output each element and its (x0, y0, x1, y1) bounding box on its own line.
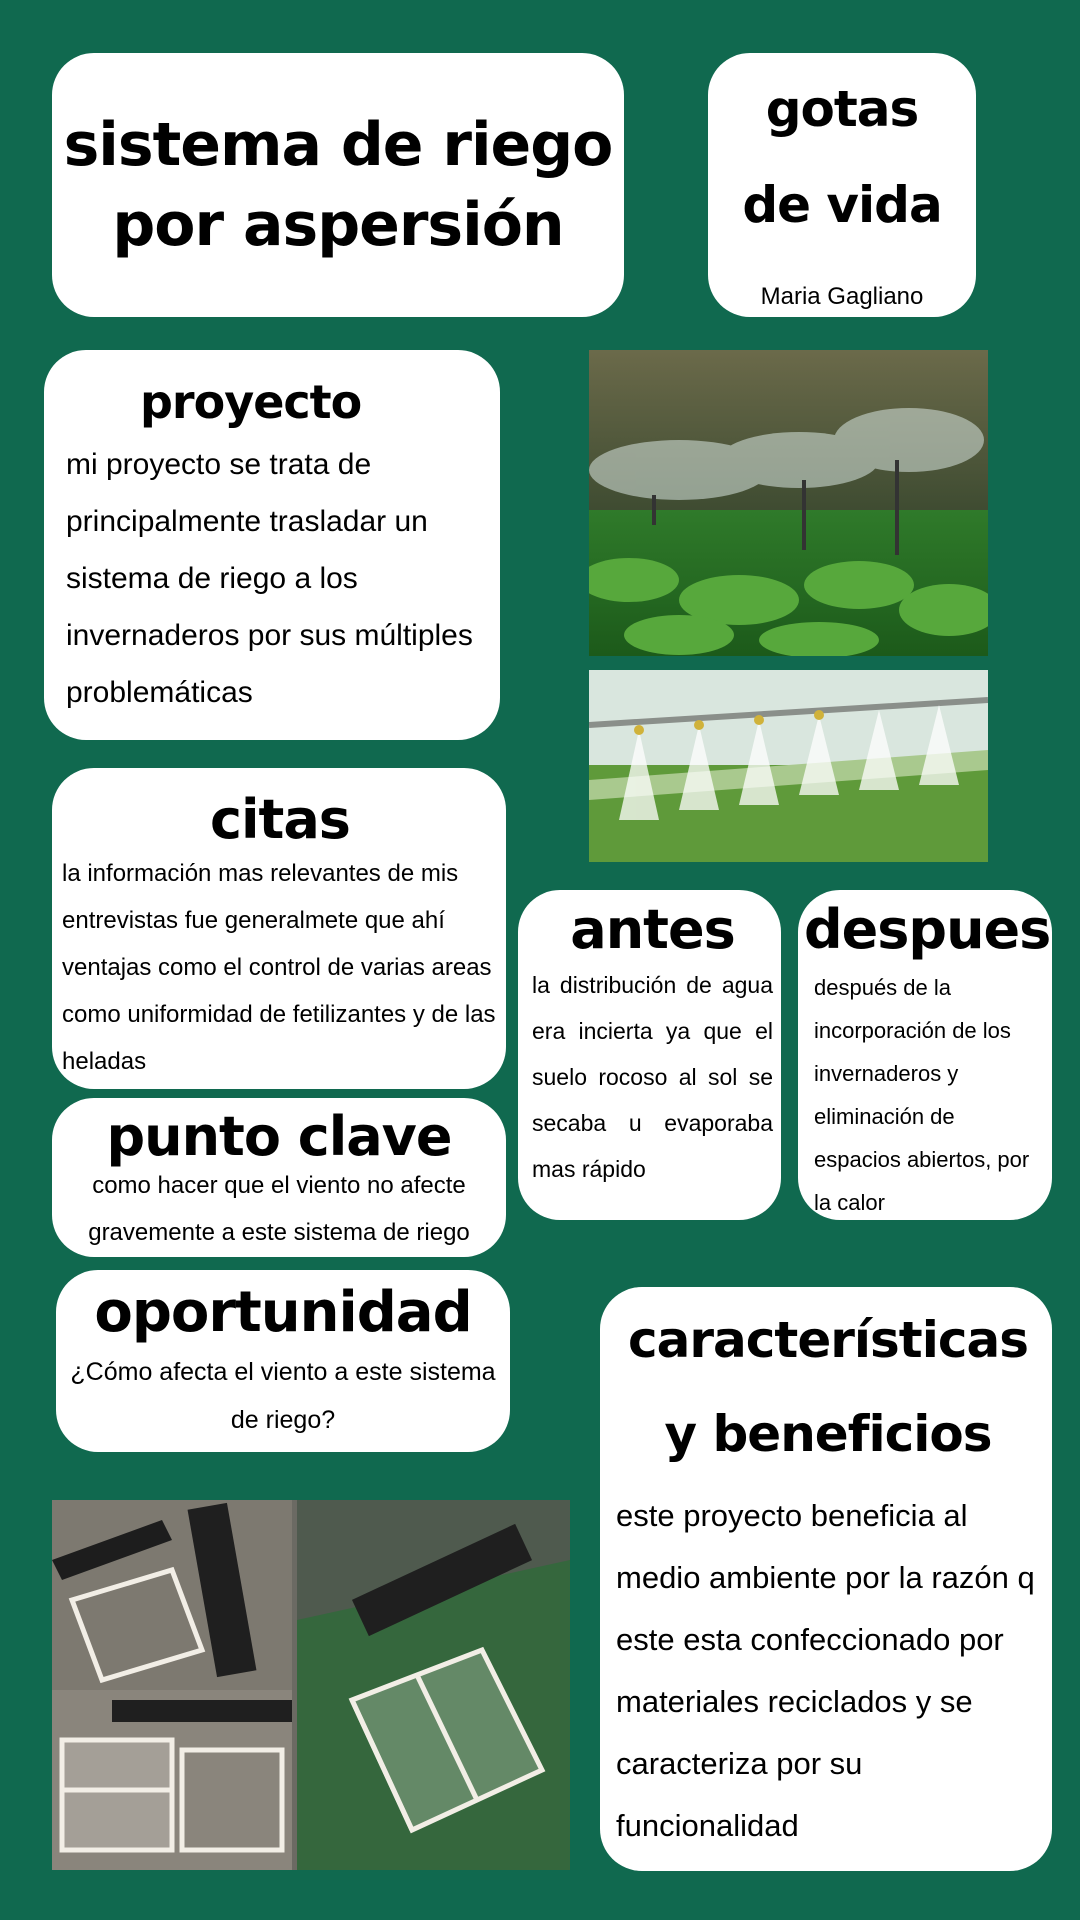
oportunidad-heading: oportunidad (94, 1280, 472, 1345)
proyecto-text: mi proyecto se trata de principalmente trasladar un sistema de riego a los invernaderos por sus múltiples problemáticas (66, 448, 473, 709)
despues-text: después de la incorporación de los invernaderos y eliminación de espacios abiertos, por la calor (814, 975, 1030, 1215)
caracteristicas-text: este proyecto beneficia al medio ambiente por la razón q este esta confeccionado por materiales reciclados y se caracteriza por su funcionalidad (616, 1498, 1035, 1843)
punto-clave-text: como hacer que el viento no afecte gravemente a este sistema de riego (88, 1172, 470, 1246)
citas-text: la información mas relevantes de mis entrevistas fue generalmete que ahí ventajas como el control de varias areas como uniformidad de fetilizantes y de las heladas (62, 860, 496, 1075)
caracteristicas-card (600, 1287, 1052, 1871)
photo-irrigation-boom (589, 670, 988, 862)
title-card (52, 53, 624, 317)
oportunidad-text: ¿Cómo afecta el viento a este sistema de riego? (70, 1358, 496, 1434)
punto-clave-card (52, 1098, 506, 1257)
punto-clave-heading: punto clave (106, 1105, 452, 1168)
antes-heading: antes (570, 898, 735, 961)
antes-text: la distribución de agua era incierta ya que el suelo rocoso al sol se secaba u evaporaba mas rápido (532, 972, 773, 1182)
despues-card (798, 890, 1052, 1220)
proyecto-heading: proyecto (140, 375, 362, 429)
despues-heading: despues (804, 898, 1051, 961)
citas-heading: citas (210, 788, 350, 851)
brand-name: gotas de vida (742, 80, 942, 234)
photo-sprinklers-field (589, 350, 988, 656)
citas-card (52, 768, 506, 1089)
brand-card (708, 53, 976, 317)
caracteristicas-heading: características y beneficios (628, 1311, 1028, 1463)
oportunidad-card (56, 1270, 510, 1452)
page-title: sistema de riego por aspersión (63, 110, 613, 260)
proyecto-card (44, 350, 500, 740)
antes-card (518, 890, 781, 1220)
author-name: Maria Gagliano (760, 283, 924, 310)
photo-greenhouse-models (52, 1500, 570, 1870)
